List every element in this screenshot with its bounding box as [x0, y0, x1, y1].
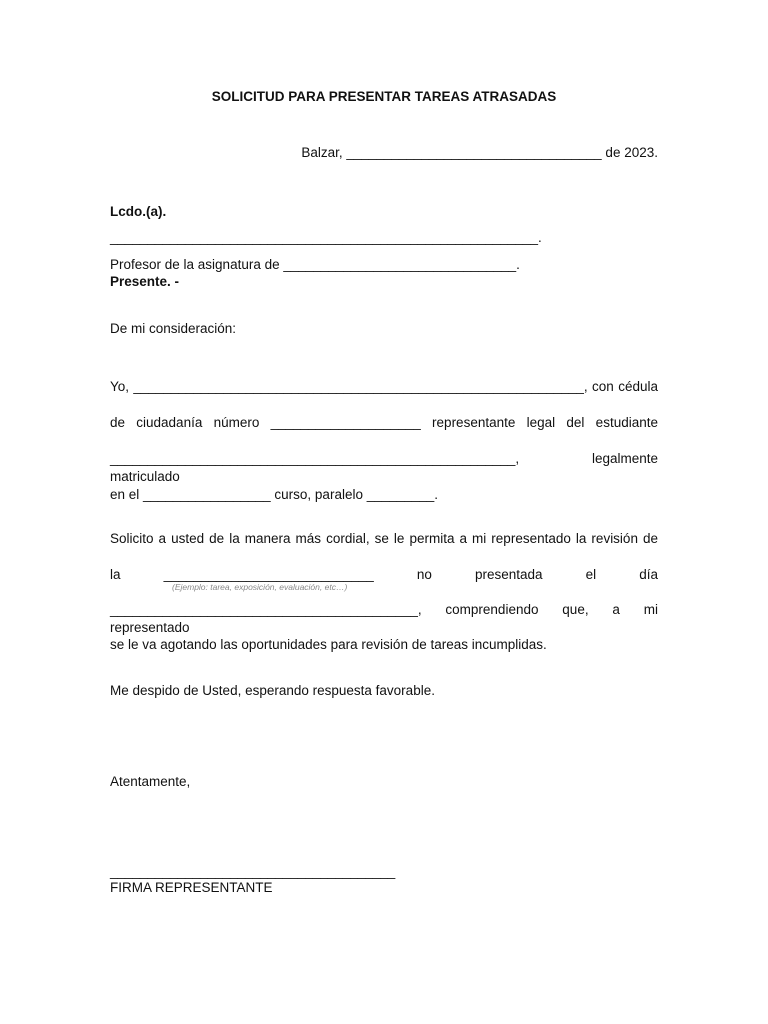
body-p2-line4: se le va agotando las oportunidades para revisión de tareas incumplidas. — [110, 637, 547, 652]
body-p2-line1: Solicito a usted de la manera más cordial, se le permita a mi representado la revisión de — [110, 531, 658, 546]
subject-line: Profesor de la asignatura de _______________________________. — [110, 257, 520, 272]
body-p2-line2: la ____________________________ no presentada el día — [110, 567, 658, 582]
signature-label: FIRMA REPRESENTANTE — [110, 880, 273, 895]
example-hint: (Ejemplo: tarea, exposición, evaluación, etc…) — [172, 582, 348, 592]
body-p1-line4: en el _________________ curso, paralelo _________. — [110, 487, 439, 502]
body-p1-line3: ______________________________________________________, legalmente matriculado — [110, 451, 658, 484]
presente-line: Presente. - — [110, 274, 180, 289]
document-title: SOLICITUD PARA PRESENTAR TAREAS ATRASADAS — [211, 89, 557, 104]
body-p1-line1: Yo, ____________________________________________________________, con cédula — [110, 379, 658, 394]
sign-off: Atentamente, — [110, 774, 191, 789]
greeting: De mi consideración: — [110, 321, 237, 336]
recipient-title: Lcdo.(a). — [110, 204, 167, 219]
signature-line: ______________________________________ — [110, 864, 396, 879]
body-p1-line2: de ciudadanía número ____________________ representante legal del estudiante — [110, 415, 658, 430]
recipient-name-line: _________________________________________________________. — [110, 230, 542, 245]
date-line: Balzar, __________________________________ de 2023. — [301, 145, 658, 160]
closing-line: Me despido de Usted, esperando respuesta favorable. — [110, 683, 435, 698]
body-p2-line3: _________________________________________, comprendiendo que, a mi representado — [110, 602, 658, 635]
